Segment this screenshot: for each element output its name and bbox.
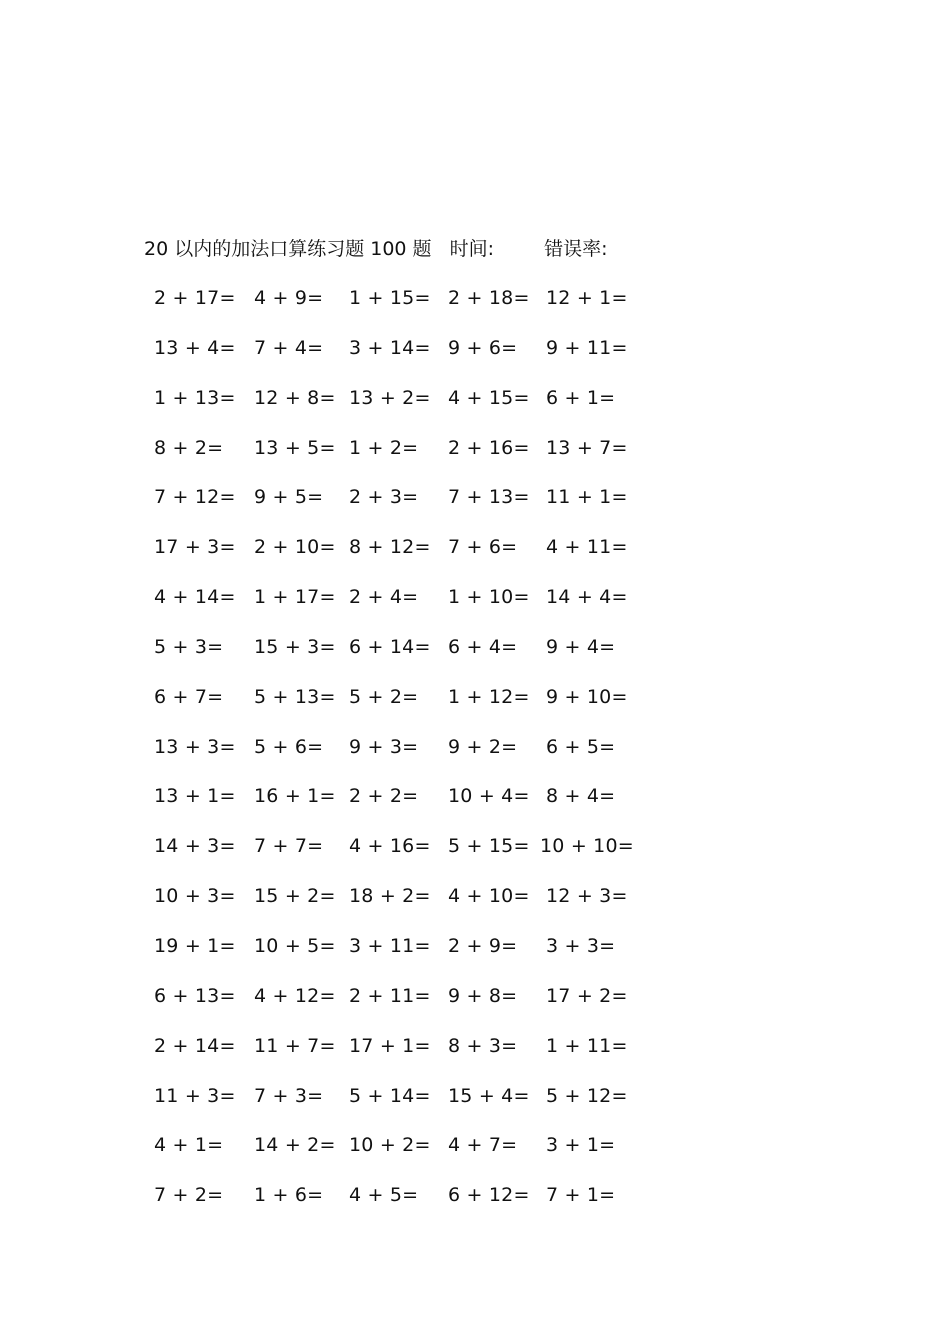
problem-expression: 6 + 12= [448, 1184, 530, 1207]
problem-expression: 2 + 16= [448, 436, 530, 459]
problem-expression: 3 + 3= [546, 934, 616, 957]
problem-expression: 5 + 14= [349, 1084, 431, 1107]
problem-expression: 10 + 4= [448, 785, 530, 808]
problem-expression: 14 + 4= [546, 586, 628, 609]
problem-expression: 15 + 3= [254, 635, 336, 658]
problem-expression: 4 + 11= [546, 536, 628, 559]
problem-expression: 6 + 4= [448, 635, 518, 658]
problem-expression: 6 + 1= [546, 386, 616, 409]
problem-expression: 7 + 6= [448, 536, 518, 559]
problem-expression: 13 + 2= [349, 386, 431, 409]
problem-expression: 6 + 5= [546, 735, 616, 758]
problem-expression: 18 + 2= [349, 885, 431, 908]
problem-expression: 13 + 1= [154, 785, 236, 808]
problem-expression: 11 + 7= [254, 1034, 336, 1057]
problem-expression: 17 + 2= [546, 984, 628, 1007]
problem-expression: 1 + 15= [349, 287, 431, 309]
problem-expression: 1 + 17= [254, 586, 336, 609]
problem-expression: 8 + 4= [546, 785, 616, 808]
problem-expression: 9 + 10= [546, 685, 628, 708]
problem-expression: 4 + 16= [349, 835, 431, 858]
problem-expression: 1 + 13= [154, 386, 236, 409]
problem-expression: 5 + 2= [349, 685, 419, 708]
problem-expression: 13 + 4= [154, 336, 236, 359]
problem-expression: 4 + 14= [154, 586, 236, 609]
problem-expression: 2 + 18= [448, 287, 530, 309]
problem-expression: 9 + 11= [546, 336, 628, 359]
problem-expression: 9 + 2= [448, 735, 518, 758]
problem-expression: 10 + 2= [349, 1134, 431, 1157]
problem-expression: 1 + 10= [448, 586, 530, 609]
problem-expression: 7 + 1= [546, 1184, 616, 1207]
problem-expression: 17 + 3= [154, 536, 236, 559]
problem-expression: 4 + 10= [448, 885, 530, 908]
problem-expression: 7 + 7= [254, 835, 324, 858]
problem-expression: 6 + 13= [154, 984, 236, 1007]
problem-expression: 12 + 1= [546, 287, 628, 309]
problem-expression: 2 + 11= [349, 984, 431, 1007]
problem-expression: 5 + 15= [448, 835, 530, 858]
problem-expression: 5 + 3= [154, 635, 224, 658]
problem-expression: 4 + 12= [254, 984, 336, 1007]
problem-expression: 3 + 11= [349, 934, 431, 957]
problem-expression: 4 + 15= [448, 386, 530, 409]
problem-expression: 7 + 4= [254, 336, 324, 359]
problem-expression: 2 + 2= [349, 785, 419, 808]
problem-expression: 12 + 3= [546, 885, 628, 908]
problem-expression: 7 + 12= [154, 486, 236, 509]
problem-expression: 2 + 14= [154, 1034, 236, 1057]
problem-expression: 1 + 2= [349, 436, 419, 459]
problem-expression: 7 + 2= [154, 1184, 224, 1207]
problem-expression: 5 + 12= [546, 1084, 628, 1107]
problem-expression: 4 + 5= [349, 1184, 419, 1207]
problem-expression: 5 + 13= [254, 685, 336, 708]
problem-expression: 2 + 17= [154, 287, 236, 309]
problem-expression: 3 + 1= [546, 1134, 616, 1157]
problem-expression: 4 + 1= [154, 1134, 224, 1157]
worksheet-title: 20 以内的加法口算练习题 100 题 [144, 238, 432, 260]
time-label: 时间: [449, 238, 495, 260]
problem-expression: 7 + 3= [254, 1084, 324, 1107]
problem-expression: 1 + 6= [254, 1184, 324, 1207]
problem-expression: 13 + 7= [546, 436, 628, 459]
problem-expression: 10 + 3= [154, 885, 236, 908]
problem-expression: 2 + 4= [349, 586, 419, 609]
problem-expression: 13 + 5= [254, 436, 336, 459]
problem-expression: 8 + 2= [154, 436, 224, 459]
problem-expression: 11 + 1= [546, 486, 628, 509]
problem-expression: 14 + 2= [254, 1134, 336, 1157]
problem-expression: 5 + 6= [254, 735, 324, 758]
problem-expression: 2 + 3= [349, 486, 419, 509]
problem-expression: 15 + 4= [448, 1084, 530, 1107]
problem-expression: 1 + 11= [546, 1034, 628, 1057]
problem-expression: 8 + 12= [349, 536, 431, 559]
problem-expression: 6 + 7= [154, 685, 224, 708]
problem-expression: 9 + 6= [448, 336, 518, 359]
problem-expression: 2 + 10= [254, 536, 336, 559]
problem-expression: 17 + 1= [349, 1034, 431, 1057]
problem-expression: 13 + 3= [154, 735, 236, 758]
problem-expression: 9 + 3= [349, 735, 419, 758]
problem-expression: 10 + 5= [254, 934, 336, 957]
problem-expression: 9 + 5= [254, 486, 324, 509]
problem-expression: 15 + 2= [254, 885, 336, 908]
problem-expression: 4 + 9= [254, 287, 324, 309]
problem-expression: 14 + 3= [154, 835, 236, 858]
problem-expression: 4 + 7= [448, 1134, 518, 1157]
problem-expression: 8 + 3= [448, 1034, 518, 1057]
problem-expression: 10 + 10= [540, 835, 634, 858]
worksheet-header [144, 234, 607, 264]
problem-expression: 19 + 1= [154, 934, 236, 957]
problem-expression: 3 + 14= [349, 336, 431, 359]
problem-expression: 9 + 8= [448, 984, 518, 1007]
problem-expression: 1 + 12= [448, 685, 530, 708]
problem-expression: 7 + 13= [448, 486, 530, 509]
problem-expression: 2 + 9= [448, 934, 518, 957]
problem-expression: 6 + 14= [349, 635, 431, 658]
problem-expression: 12 + 8= [254, 386, 336, 409]
error-rate-label: 错误率: [544, 238, 608, 260]
problem-expression: 9 + 4= [546, 635, 616, 658]
problem-expression: 16 + 1= [254, 785, 336, 808]
problem-expression: 11 + 3= [154, 1084, 236, 1107]
